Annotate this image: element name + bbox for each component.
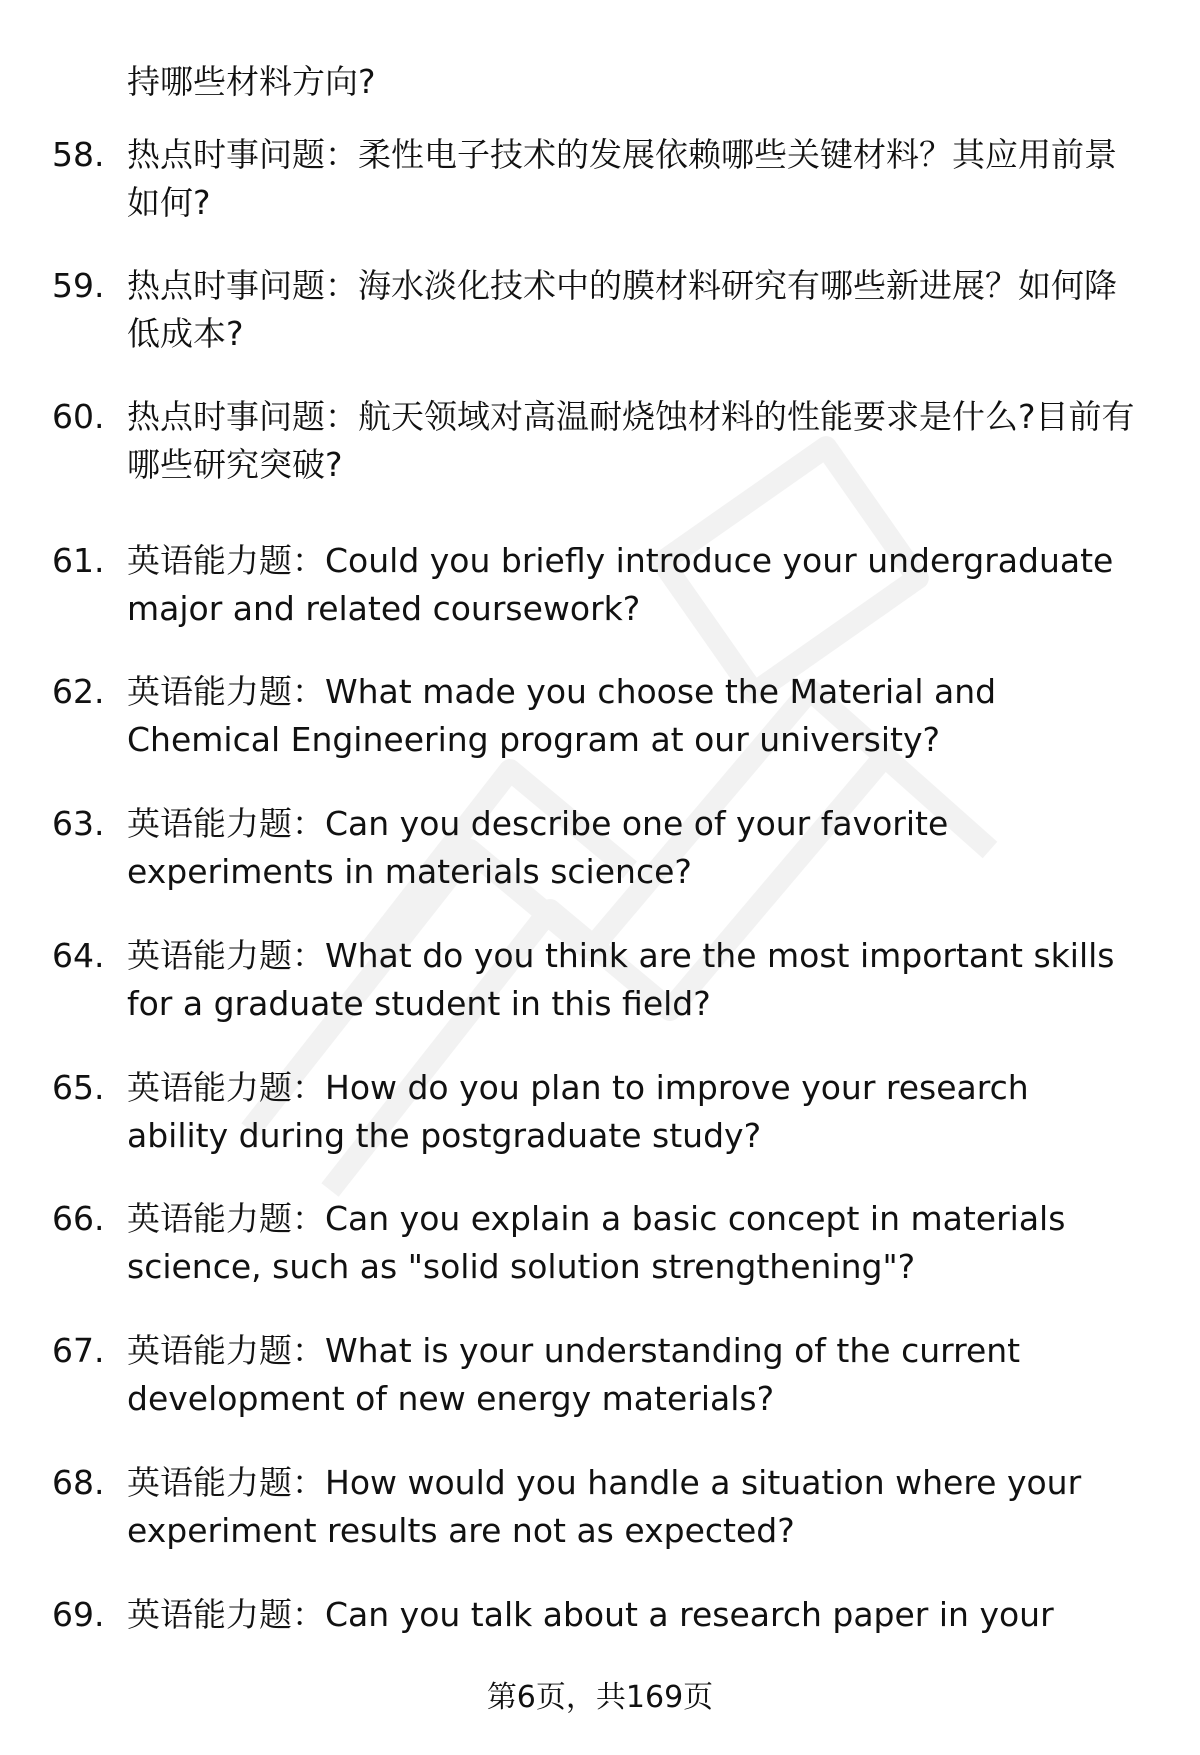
question-number: 60.: [52, 397, 105, 436]
question-number: 66.: [52, 1199, 105, 1238]
question-number: 68.: [52, 1463, 105, 1502]
question-text: 英语能力题：Can you describe one of your favorite experiments in materials science?: [127, 804, 949, 891]
question-number: 64.: [52, 936, 105, 975]
question-number: 65.: [52, 1068, 105, 1107]
question-text: 英语能力题：Could you briefly introduce your undergraduate major and related coursework?: [127, 541, 1114, 628]
question-text: 英语能力题：What do you think are the most important skills for a graduate student in this field?: [127, 936, 1115, 1023]
question-text: 英语能力题：What made you choose the Material and Chemical Engineering program at our university?: [127, 672, 997, 759]
continued-question-text: 持哪些材料方向?: [127, 62, 376, 101]
question-number: 59.: [52, 266, 105, 305]
page-footer: 第6页，共169页: [486, 1680, 714, 1715]
question-number: 69.: [52, 1595, 105, 1634]
question-text: 英语能力题：Can you explain a basic concept in materials science, such as "solid solution strengthening"?: [127, 1199, 1066, 1286]
question-text: 英语能力题：What is your understanding of the current development of new energy materials?: [127, 1331, 1021, 1418]
question-text: 英语能力题：How do you plan to improve your research ability during the postgraduate study?: [127, 1068, 1029, 1155]
question-text: 英语能力题：How would you handle a situation where your experiment results are not as expected?: [127, 1463, 1082, 1550]
question-text: 热点时事问题：柔性电子技术的发展依赖哪些关键材料？其应用前景如何?: [127, 135, 1117, 222]
question-number: 67.: [52, 1331, 105, 1370]
question-number: 58.: [52, 135, 105, 174]
question-number: 61.: [52, 541, 105, 580]
question-text: 英语能力题：Can you talk about a research paper in your: [127, 1595, 1054, 1634]
question-number: 62.: [52, 672, 105, 711]
question-text: 热点时事问题：海水淡化技术中的膜材料研究有哪些新进展？如何降低成本?: [127, 266, 1117, 353]
question-number: 63.: [52, 804, 105, 843]
question-text: 热点时事问题：航天领域对高温耐烧蚀材料的性能要求是什么?目前有哪些研究突破?: [127, 397, 1135, 484]
